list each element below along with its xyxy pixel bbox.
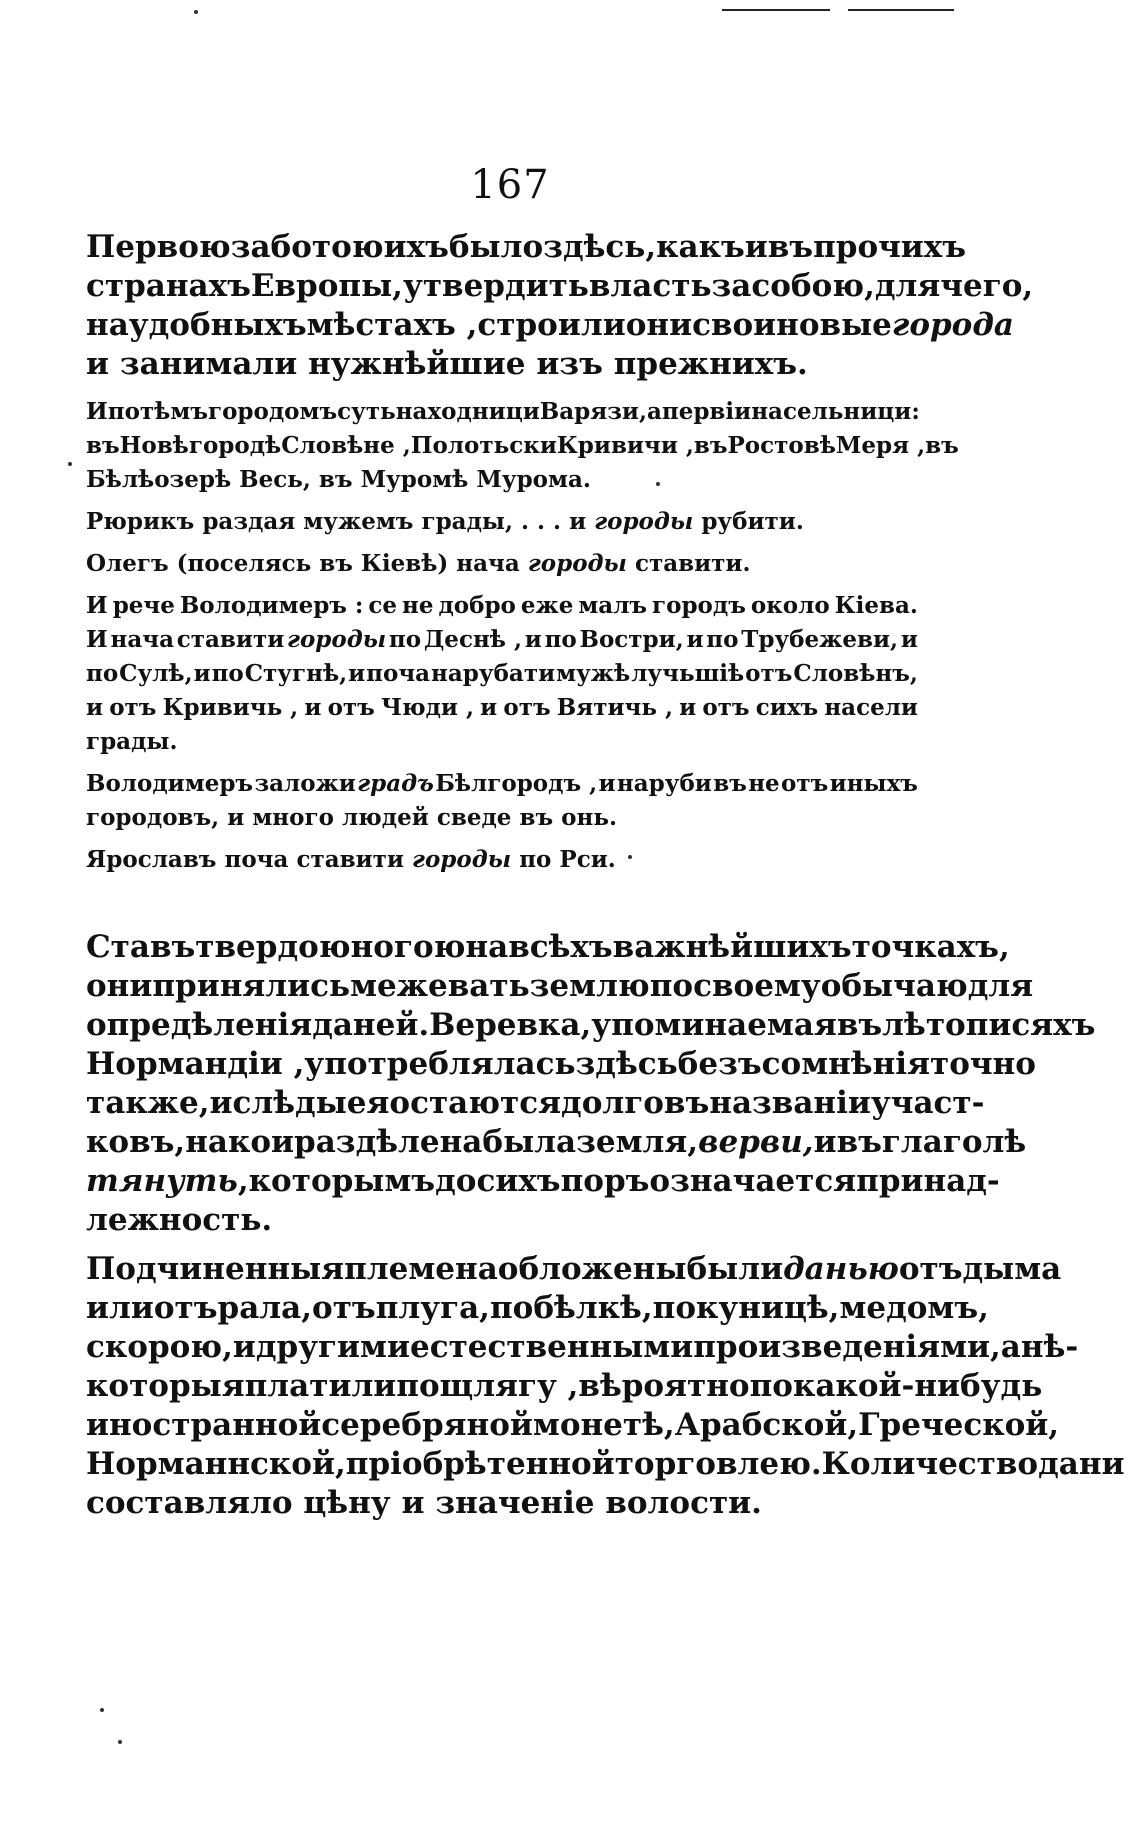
word: городы	[594, 508, 694, 535]
word: находници	[395, 398, 540, 425]
word: участ-	[870, 1085, 985, 1121]
text-line	[86, 843, 918, 877]
chronicle-quotes	[86, 395, 959, 885]
text-line	[86, 1123, 1027, 1162]
word: мѣстахъ ,	[306, 307, 478, 343]
word: на	[465, 929, 509, 965]
word: они	[625, 307, 693, 343]
word: онь.	[561, 804, 617, 831]
quote-block	[86, 589, 918, 759]
word: отъ	[327, 694, 375, 721]
word: отъ	[745, 660, 793, 687]
word: тѣмъ	[139, 398, 208, 425]
word: Словѣне ,	[281, 432, 411, 459]
word: они	[86, 968, 153, 1004]
word: также,	[86, 1085, 210, 1121]
word: Нормандіи ,	[86, 1046, 305, 1082]
word: Трубежеви,	[741, 626, 899, 653]
word: волости.	[605, 1485, 762, 1521]
word: земля,	[576, 1124, 699, 1160]
word: составляло	[86, 1485, 293, 1521]
word: по	[211, 660, 244, 687]
word: раздѣлена	[294, 1124, 483, 1160]
word: власть	[588, 268, 712, 304]
word: въ	[86, 432, 120, 459]
word: на	[185, 1124, 228, 1160]
word: тянуть	[86, 1163, 238, 1199]
word: ея	[346, 1085, 390, 1121]
word: изъ	[536, 346, 603, 382]
word: дани	[1038, 1446, 1125, 1482]
word: платили	[244, 1368, 397, 1404]
word: землю	[529, 968, 650, 1004]
word: чего,	[940, 268, 1034, 304]
word: Греческой,	[858, 1407, 1060, 1443]
word: бѣлкѣ,	[533, 1290, 653, 1326]
word: здѣсь,	[543, 229, 657, 265]
text-line	[86, 1328, 1079, 1367]
word: нѣ-	[1020, 1329, 1079, 1365]
word: означается	[649, 1163, 857, 1199]
word: куницѣ,	[696, 1290, 840, 1326]
word: и	[401, 1485, 425, 1521]
word: отъ	[153, 1290, 218, 1326]
word: лѣтописяхъ	[882, 1007, 1096, 1043]
word: лучьшіѣ	[631, 660, 745, 687]
paragraph-3	[86, 1250, 1125, 1523]
word: странахъ	[86, 268, 251, 304]
word: раздая	[202, 508, 296, 535]
word: новые	[776, 307, 892, 343]
word: и	[209, 1085, 233, 1121]
word: Бѣлгородъ ,	[435, 770, 598, 797]
word: въ	[767, 229, 814, 265]
text-line	[86, 1484, 918, 1523]
word: пріобрѣтенной	[345, 1446, 615, 1482]
word: заботою	[230, 229, 384, 265]
text-line	[86, 1445, 1125, 1484]
word: ,	[237, 1163, 249, 1199]
word: естественными	[409, 1329, 694, 1365]
word: свои	[692, 307, 777, 343]
word: плуга,	[375, 1290, 490, 1326]
word: по	[107, 398, 140, 425]
word: иныхъ	[829, 770, 918, 797]
word: ковъ,	[86, 1124, 186, 1160]
word: наруби	[616, 770, 712, 797]
word: Олегъ	[86, 550, 169, 577]
word: на	[86, 307, 129, 343]
word: удобныхъ	[128, 307, 307, 343]
text-line	[86, 429, 959, 463]
word: городы	[287, 626, 387, 653]
word: и	[232, 1329, 256, 1365]
word: по	[519, 846, 552, 873]
word: ногою	[350, 929, 466, 965]
text-line	[86, 1045, 1036, 1084]
word: и	[744, 229, 768, 265]
word: по	[652, 1290, 697, 1326]
word: мужѣ	[556, 660, 631, 687]
word: еже	[520, 592, 574, 619]
word: которымъ	[248, 1163, 436, 1199]
word: торговлею.	[614, 1446, 822, 1482]
word: нача	[456, 550, 520, 577]
word: и	[348, 660, 366, 687]
word: занимали	[119, 346, 298, 382]
word: своему	[693, 968, 821, 1004]
word: по	[396, 1368, 440, 1404]
word: И	[86, 398, 108, 425]
quote-block	[86, 505, 918, 539]
word: Кіевѣ)	[360, 550, 449, 577]
word: и	[569, 508, 587, 535]
word: около	[750, 592, 830, 619]
word: прежнихъ.	[613, 346, 808, 382]
word: малъ	[578, 592, 648, 619]
word: Весь,	[239, 466, 311, 493]
word: Полотьски	[410, 432, 557, 459]
word: поча	[366, 660, 431, 687]
word: заложи	[254, 770, 356, 797]
text-line	[86, 691, 918, 725]
word: Рси.	[559, 846, 616, 873]
word: лежность.	[86, 1202, 273, 1238]
word: сихъ	[476, 1163, 561, 1199]
word: опредѣленія	[86, 1007, 313, 1043]
speck	[628, 855, 632, 859]
word: Ярославъ	[86, 846, 217, 873]
word: глаголѣ	[881, 1124, 1027, 1160]
word: въ	[836, 1007, 883, 1043]
text-line	[86, 1162, 1000, 1201]
word: Сулѣ,	[119, 660, 193, 687]
word: безъ	[677, 1046, 762, 1082]
word: по	[86, 660, 119, 687]
speck	[100, 1708, 104, 1712]
quote-block	[86, 843, 918, 877]
word: или	[86, 1290, 154, 1326]
word: И	[86, 592, 108, 619]
word: и	[813, 1124, 837, 1160]
speck	[656, 482, 660, 486]
word: въ	[319, 550, 353, 577]
word: дыма	[962, 1251, 1062, 1287]
word: не	[402, 592, 434, 619]
text-line	[86, 547, 918, 581]
word: въ	[693, 432, 728, 459]
word: Европы,	[250, 268, 403, 304]
word: до	[435, 1163, 477, 1199]
word: въ	[318, 466, 353, 493]
word: по	[706, 626, 739, 653]
page-number: 167	[470, 162, 550, 208]
word: Новѣгородѣ	[119, 432, 282, 459]
word: монетѣ,	[532, 1407, 675, 1443]
word: и	[598, 770, 616, 797]
quote-block	[86, 395, 959, 497]
word: се	[368, 592, 398, 619]
word: ихъ	[383, 229, 449, 265]
text-line	[86, 228, 967, 267]
word: для	[874, 268, 941, 304]
word: Меря ,	[835, 432, 926, 459]
word: Словѣнъ,	[793, 660, 918, 687]
word: Веревка,	[429, 1007, 592, 1043]
word: сихъ	[755, 694, 819, 721]
word: отъ	[898, 1251, 963, 1287]
word: а	[646, 398, 662, 425]
word: Количество	[821, 1446, 1039, 1482]
word: верви,	[698, 1124, 814, 1160]
text-line	[86, 657, 918, 691]
text-line	[86, 1367, 1043, 1406]
word: въ	[925, 432, 959, 459]
word: и	[480, 694, 498, 721]
word: остаются	[389, 1085, 562, 1121]
word: ставити	[176, 626, 285, 653]
word: насели	[824, 694, 918, 721]
word: Кривичи ,	[556, 432, 694, 459]
word: была	[482, 1124, 577, 1160]
word: мужемъ	[303, 508, 414, 535]
word: Володимеръ :	[179, 592, 364, 619]
speck	[118, 1740, 122, 1744]
text-line	[86, 1289, 989, 1328]
paragraph-2	[86, 928, 1096, 1240]
word: городы	[527, 550, 627, 577]
word: сомнѣнія	[761, 1046, 930, 1082]
text-line	[86, 463, 918, 497]
word: рече	[112, 592, 175, 619]
word: отъ	[702, 694, 750, 721]
word: Варязи,	[539, 398, 647, 425]
word: Чюди ,	[380, 694, 474, 721]
word: какъ	[656, 229, 745, 265]
word: отъ	[312, 1290, 376, 1326]
text-line	[86, 1084, 985, 1123]
word: по	[388, 626, 422, 653]
word: Муромѣ	[360, 466, 469, 493]
word: другими	[255, 1329, 410, 1365]
word: долго	[561, 1085, 664, 1121]
word: собою,	[751, 268, 875, 304]
word: вѣроятно	[578, 1368, 750, 1404]
word: Володимеръ	[86, 770, 254, 797]
word: Бѣлѣозерѣ	[86, 466, 232, 493]
text-line	[86, 267, 1034, 306]
word: принялись	[152, 968, 351, 1004]
word: Арабской,	[674, 1407, 859, 1443]
word: нарубати	[431, 660, 556, 687]
word: щлягу ,	[439, 1368, 579, 1404]
word: грады.	[86, 728, 178, 755]
word: точно	[929, 1046, 1036, 1082]
word: въ	[663, 1085, 710, 1121]
word: и	[679, 694, 697, 721]
quote-block	[86, 547, 918, 581]
text-line	[86, 505, 918, 539]
word: Ставъ	[86, 929, 196, 965]
text-line	[86, 1250, 1062, 1289]
word: упоминаемая	[591, 1007, 837, 1043]
word: прочихъ	[813, 229, 967, 265]
word: точкахъ,	[851, 929, 1010, 965]
word: употреблялась	[304, 1046, 576, 1082]
word: по	[649, 968, 694, 1004]
word: грады, . . .	[421, 508, 562, 535]
word: за	[711, 268, 752, 304]
word: насельници:	[751, 398, 920, 425]
word: даней.	[312, 1007, 430, 1043]
word: Первою	[86, 229, 231, 265]
word: поча	[224, 846, 289, 873]
word: Ростовѣ	[727, 432, 836, 459]
word: города	[891, 307, 1014, 343]
word: было	[448, 229, 544, 265]
word: принад-	[856, 1163, 1000, 1199]
word: обложены	[497, 1251, 687, 1287]
word: данью	[783, 1251, 899, 1287]
word: Рюрикъ	[86, 508, 195, 535]
word: нужнѣйшие	[308, 346, 526, 382]
text-line	[86, 767, 918, 801]
word: поръ	[560, 1163, 650, 1199]
top-rule	[848, 9, 954, 11]
word: городовъ,	[86, 804, 220, 831]
word: по	[544, 626, 577, 653]
word: по	[489, 1290, 534, 1326]
word: Деснѣ ,	[423, 626, 522, 653]
word: важнѣйшихъ	[612, 929, 852, 965]
word: цѣну	[303, 1485, 391, 1521]
word: Стугнѣ,	[244, 660, 348, 687]
word: кои	[227, 1124, 295, 1160]
word: Кіева.	[834, 592, 918, 619]
word: отъ	[503, 694, 551, 721]
text-line	[86, 589, 918, 623]
word: въ	[836, 1124, 882, 1160]
word: по	[749, 1368, 793, 1404]
word: для	[967, 968, 1034, 1004]
word: добро	[438, 592, 516, 619]
word: Мурома.	[476, 466, 591, 493]
text-line	[86, 1406, 1060, 1445]
word: серебряной	[321, 1407, 533, 1443]
word: первіи	[661, 398, 752, 425]
word: племена	[344, 1251, 498, 1287]
word: отъ	[781, 770, 829, 797]
word: нача	[110, 626, 174, 653]
word: ставити.	[634, 550, 751, 577]
word: и	[86, 694, 104, 721]
word: слѣды	[232, 1085, 347, 1121]
word: утвердить	[402, 268, 589, 304]
word: были	[686, 1251, 784, 1287]
text-line	[86, 725, 918, 759]
word: не	[748, 770, 780, 797]
word: и	[686, 626, 704, 653]
speck	[68, 462, 72, 466]
word: городы	[412, 846, 512, 873]
text-line	[86, 623, 918, 657]
word: значеніе	[435, 1485, 595, 1521]
word: въ	[713, 770, 747, 797]
word: много	[252, 804, 334, 831]
word: Вятичь ,	[556, 694, 673, 721]
word: Востри,	[579, 626, 684, 653]
word: строили	[477, 307, 626, 343]
word: обычаю	[820, 968, 968, 1004]
word: въ	[519, 804, 554, 831]
word: рубити.	[701, 508, 804, 535]
word: иностранной	[86, 1407, 322, 1443]
word: людей	[341, 804, 429, 831]
word: всѣхъ	[508, 929, 613, 965]
text-line	[86, 395, 918, 429]
word: и	[304, 694, 322, 721]
text-line	[86, 967, 1034, 1006]
word: произведеніями,	[693, 1329, 1001, 1365]
word: и	[227, 804, 245, 831]
word: какой-нибудь	[792, 1368, 1043, 1404]
word: городомъ	[207, 398, 338, 425]
word: скорою,	[86, 1329, 233, 1365]
text-line	[86, 306, 1014, 345]
word: которыя	[86, 1368, 245, 1404]
top-rule	[722, 9, 830, 11]
word: городъ	[652, 592, 746, 619]
word: Подчиненныя	[86, 1251, 345, 1287]
text-line	[86, 345, 918, 384]
word: медомъ,	[839, 1290, 989, 1326]
speck	[194, 10, 198, 14]
quote-block	[86, 767, 918, 835]
word: межевать	[350, 968, 530, 1004]
paragraph-1	[86, 228, 1034, 384]
word: и	[900, 626, 918, 653]
word: Кривичь ,	[162, 694, 299, 721]
word: отъ	[109, 694, 157, 721]
word: и	[193, 660, 211, 687]
word: Норманнской,	[86, 1446, 346, 1482]
word: и	[86, 346, 109, 382]
text-line	[86, 928, 1010, 967]
word: здѣсь	[575, 1046, 678, 1082]
word: названіи	[709, 1085, 871, 1121]
word: (поселясь	[176, 550, 312, 577]
word: а	[1000, 1329, 1021, 1365]
text-line	[86, 1201, 918, 1240]
word: ставити	[296, 846, 404, 873]
word: И	[86, 626, 108, 653]
word: сведе	[436, 804, 512, 831]
text-line	[86, 801, 918, 835]
word: градъ	[357, 770, 434, 797]
word: и	[524, 626, 542, 653]
text-line	[86, 1006, 1096, 1045]
word: рала,	[217, 1290, 313, 1326]
word: суть	[337, 398, 396, 425]
word: твердою	[195, 929, 351, 965]
